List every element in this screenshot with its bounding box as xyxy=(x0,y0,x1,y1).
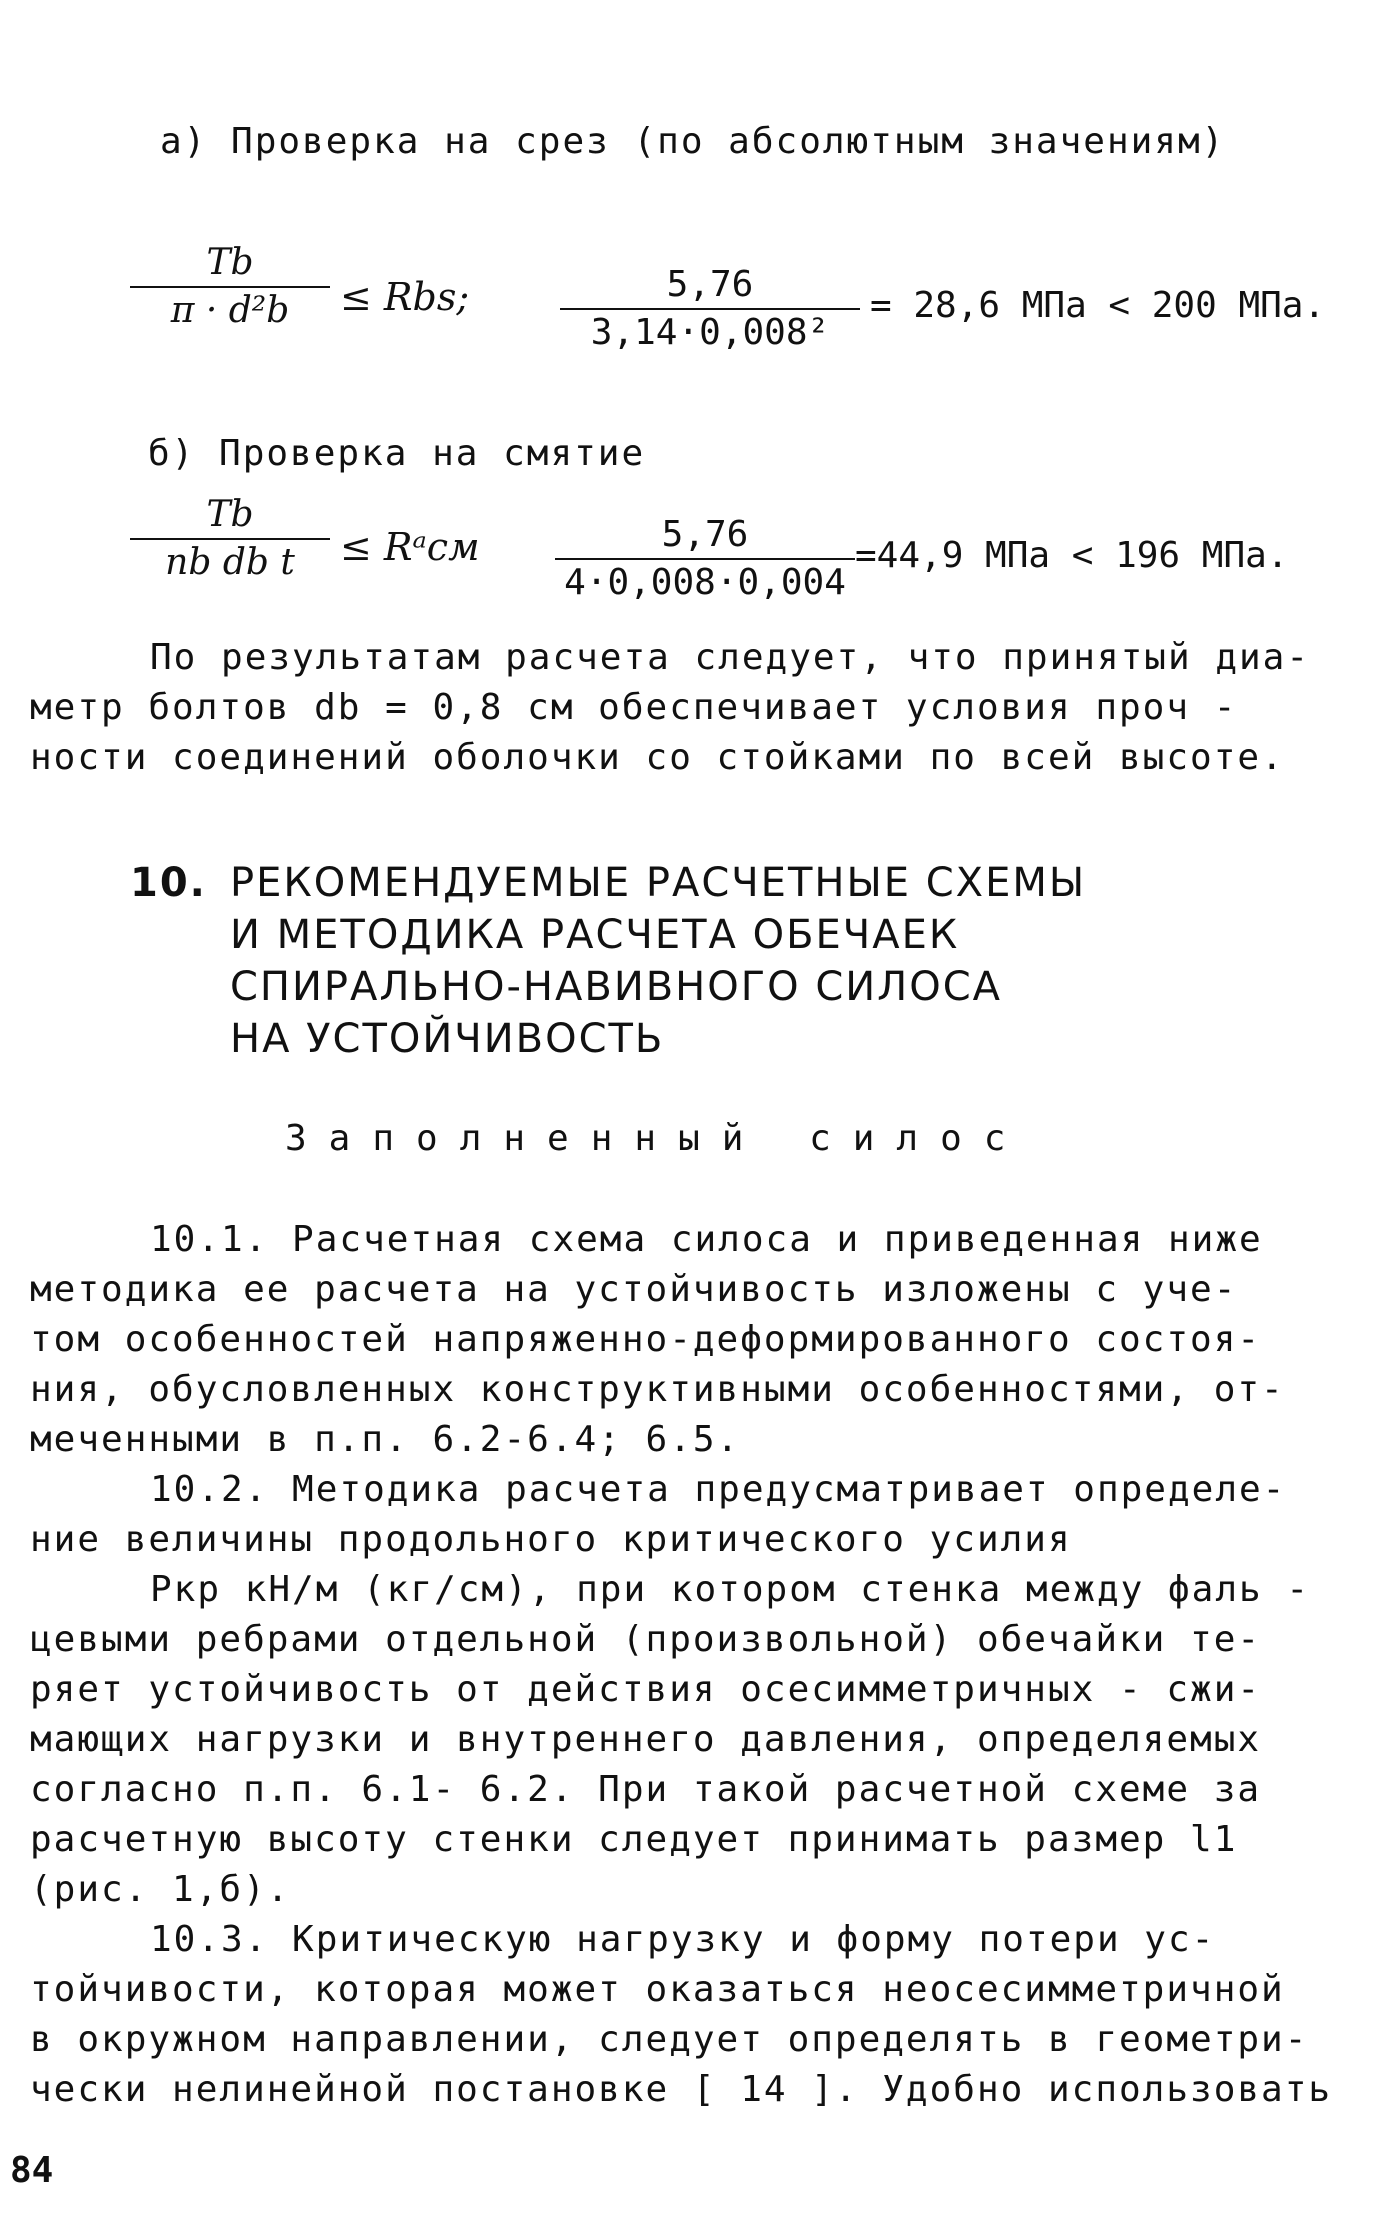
text-line: меченными в п.п. 6.2-6.4; 6.5. xyxy=(30,1419,741,1460)
text-line: цевыми ребрами отдельной (произвольной) обечайки те- xyxy=(30,1619,1262,1660)
formula-shear-right-numerator: 5,76 xyxy=(666,264,754,305)
text-line: том особенностей напряженно-деформированного состоя- xyxy=(30,1319,1262,1360)
formula-bearing-left-rhs: ≤ Rᵃсм xyxy=(340,525,480,569)
text-line: методика ее расчета на устойчивость изложены с уче- xyxy=(30,1269,1238,1310)
text-line: согласно п.п. 6.1- 6.2. При такой расчетной схеме за xyxy=(30,1769,1262,1810)
formula-shear-result: = 28,6 МПа < 200 МПа. xyxy=(870,285,1326,326)
text-line: (рис. 1,б). xyxy=(30,1869,291,1910)
text-line: метр болтов db = 0,8 см обеспечивает условия проч - xyxy=(30,687,1238,728)
text-line: мающих нагрузки и внутреннего давления, определяемых xyxy=(30,1719,1262,1760)
text-line: Pкр кН/м (кг/см), при котором стенка между фаль - xyxy=(150,1569,1311,1610)
formula-bearing-left-numerator: Tb xyxy=(206,494,254,535)
section-a-label: а) Проверка на срез (по абсолютным значениям) xyxy=(160,121,1226,162)
subheading: Заполненный силос xyxy=(285,1118,1028,1159)
formula-shear-left-rhs: ≤ Rbs; xyxy=(340,275,470,319)
text-line: в окружном направлении, следует определять в геометри- xyxy=(30,2019,1309,2060)
text-line: ряет устойчивость от действия осесимметричных - сжи- xyxy=(30,1669,1262,1710)
formula-shear-left-denominator: π · d²b xyxy=(170,290,290,331)
heading-line: НА УСТОЙЧИВОСТЬ xyxy=(230,1016,665,1062)
text-line: ности соединений оболочки со стойками по всей высоте. xyxy=(30,737,1285,778)
formula-shear-left-numerator: Tb xyxy=(206,242,254,283)
formula-bearing-right-numerator: 5,76 xyxy=(661,514,749,555)
section-b-label: б) Проверка на смятие xyxy=(148,433,646,474)
text-line: расчетную высоту стенки следует принимать размер l1 xyxy=(30,1819,1238,1860)
text-line: По результатам расчета следует, что принятый диа- xyxy=(150,637,1311,678)
text-line: ние величины продольного критического усилия xyxy=(30,1519,1072,1560)
text-line: чески нелинейной постановке [ 14 ]. Удобно использовать xyxy=(30,2069,1333,2110)
section-number: 10. xyxy=(130,860,207,906)
heading-line: СПИРАЛЬНО-НАВИВНОГО СИЛОСА xyxy=(230,964,1003,1010)
heading-line: РЕКОМЕНДУЕМЫЕ РАСЧЕТНЫЕ СХЕМЫ xyxy=(230,860,1087,906)
formula-bearing-result: =44,9 МПа < 196 МПа. xyxy=(855,535,1289,576)
page-number: 84 xyxy=(10,2150,54,2191)
text-line: тойчивости, которая может оказаться неосесимметричной xyxy=(30,1969,1285,2010)
formula-bearing-left-denominator: nb db t xyxy=(165,542,295,583)
formula-shear-right-denominator: 3,14·0,008² xyxy=(590,312,830,353)
text-line: 10.2. Методика расчета предусматривает определе- xyxy=(150,1469,1287,1510)
text-line: ния, обусловленных конструктивными особенностями, от- xyxy=(30,1369,1285,1410)
text-line: 10.3. Критическую нагрузку и форму потери ус- xyxy=(150,1919,1216,1960)
text-line: 10.1. Расчетная схема силоса и приведенная ниже xyxy=(150,1219,1263,1260)
formula-bearing-right-denominator: 4·0,008·0,004 xyxy=(564,562,846,603)
heading-line: И МЕТОДИКА РАСЧЕТА ОБЕЧАЕК xyxy=(230,912,960,958)
